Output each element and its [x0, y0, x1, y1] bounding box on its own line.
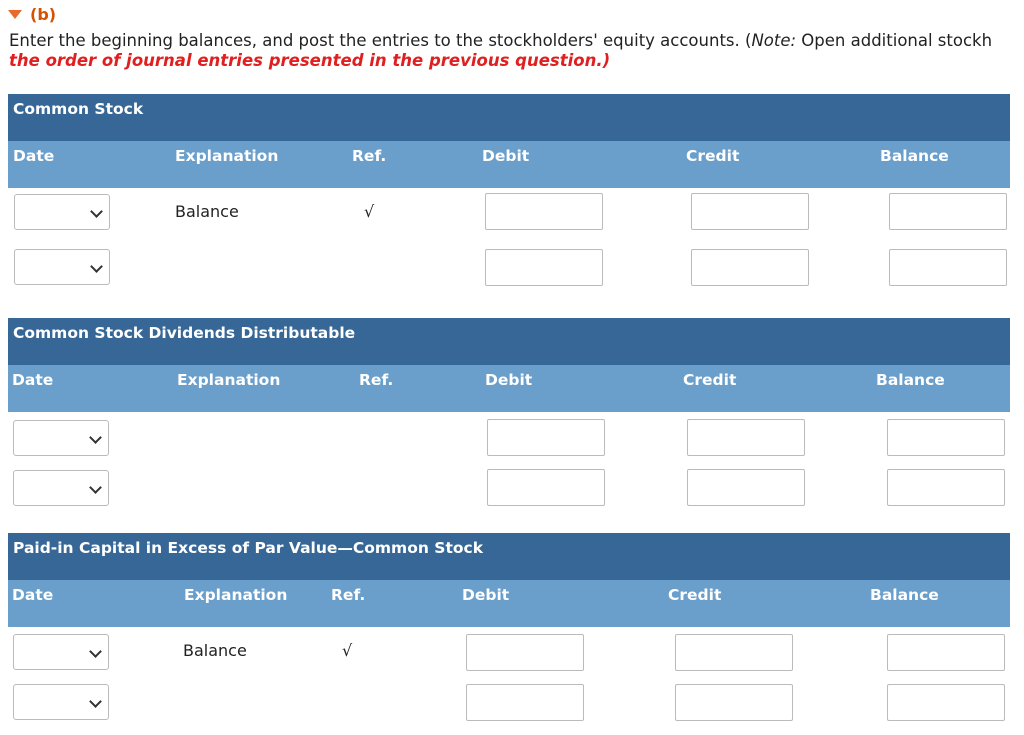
ledger-row — [8, 242, 1010, 296]
credit-input[interactable] — [691, 193, 809, 230]
credit-input[interactable] — [691, 249, 809, 286]
balance-input[interactable] — [887, 419, 1005, 456]
col-explanation: Explanation — [184, 586, 288, 604]
credit-input[interactable] — [675, 684, 793, 721]
col-balance: Balance — [880, 147, 949, 165]
col-explanation: Explanation — [175, 147, 279, 165]
col-credit: Credit — [683, 371, 737, 389]
chevron-down-icon — [89, 695, 102, 708]
balance-input[interactable] — [887, 634, 1005, 671]
chevron-down-icon — [90, 260, 103, 273]
date-select[interactable] — [13, 420, 109, 456]
column-header-row — [8, 141, 1010, 188]
credit-input[interactable] — [687, 419, 805, 456]
ledger-title: Paid-in Capital in Excess of Par Value—Common Stock — [8, 533, 1010, 580]
instructions-line2: the order of journal entries presented in the previous question.) — [9, 51, 611, 70]
chevron-down-icon — [90, 205, 103, 218]
part-header[interactable] — [8, 4, 56, 24]
col-date: Date — [12, 371, 54, 389]
column-header-row — [8, 365, 1010, 412]
balance-input[interactable] — [887, 684, 1005, 721]
balance-input[interactable] — [887, 469, 1005, 506]
collapse-triangle-icon[interactable] — [8, 10, 22, 19]
credit-input[interactable] — [675, 634, 793, 671]
date-select[interactable] — [14, 249, 110, 285]
ref-check: √ — [342, 641, 353, 660]
col-balance: Balance — [876, 371, 945, 389]
col-debit: Debit — [462, 586, 510, 604]
date-select[interactable] — [13, 684, 109, 720]
col-balance: Balance — [870, 586, 939, 604]
date-select[interactable] — [13, 634, 109, 670]
ref-check: √ — [364, 202, 375, 221]
debit-input[interactable] — [466, 684, 584, 721]
credit-input[interactable] — [687, 469, 805, 506]
ledger-row — [8, 677, 1010, 735]
explanation-text: Balance — [175, 202, 239, 221]
chevron-down-icon — [89, 481, 102, 494]
note-label: Note: — [751, 31, 797, 50]
col-ref: Ref. — [352, 147, 387, 165]
ledger-row — [8, 412, 1010, 462]
instructions-main: Enter the beginning balances, and post the entries to the stockholders' equity accounts. ( — [9, 31, 752, 50]
date-select[interactable] — [13, 470, 109, 506]
explanation-text: Balance — [183, 641, 247, 660]
col-credit: Credit — [668, 586, 722, 604]
instructions-line1 — [9, 31, 1024, 51]
ledger-title: Common Stock Dividends Distributable — [8, 318, 1010, 365]
ledger-row — [8, 462, 1010, 516]
ledger-common-stock-dividends-distributable — [8, 318, 1010, 516]
col-explanation: Explanation — [177, 371, 281, 389]
column-header-row — [8, 580, 1010, 627]
debit-input[interactable] — [487, 419, 605, 456]
chevron-down-icon — [89, 431, 102, 444]
ledger-paid-in-capital — [8, 533, 1010, 735]
col-credit: Credit — [686, 147, 740, 165]
col-date: Date — [13, 147, 55, 165]
ledger-common-stock — [8, 94, 1010, 296]
debit-input[interactable] — [487, 469, 605, 506]
balance-input[interactable] — [889, 249, 1007, 286]
col-date: Date — [12, 586, 54, 604]
col-debit: Debit — [482, 147, 530, 165]
chevron-down-icon — [89, 645, 102, 658]
date-select[interactable] — [14, 194, 110, 230]
ledger-row — [8, 627, 1010, 677]
balance-input[interactable] — [889, 193, 1007, 230]
debit-input[interactable] — [485, 249, 603, 286]
col-debit: Debit — [485, 371, 533, 389]
ledger-title: Common Stock — [8, 94, 1010, 141]
col-ref: Ref. — [331, 586, 366, 604]
debit-input[interactable] — [466, 634, 584, 671]
col-ref: Ref. — [359, 371, 394, 389]
part-label: (b) — [30, 4, 57, 24]
debit-input[interactable] — [485, 193, 603, 230]
instructions-rest: Open additional stockh — [796, 31, 993, 50]
ledger-row — [8, 188, 1010, 242]
